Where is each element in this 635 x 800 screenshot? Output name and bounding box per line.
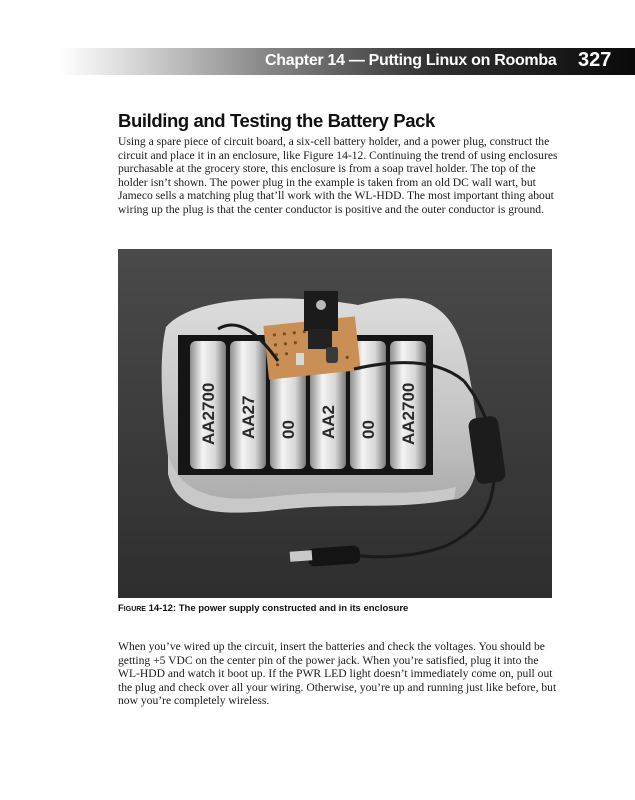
battery-pack-photo: [118, 249, 552, 598]
cell-label: 00: [279, 420, 298, 439]
intro-paragraph: Using a spare piece of circuit board, a six-cell battery holder, and a power plug, construct the circuit and place it in an enclosure, like Figure 14-12. Continuing the trend of using enclosures purchasable at the grocery store, this enclosure is from a soap travel holder. The top of the holder isn’t shown. The power plug in the example is taken from an old DC wall wart, but Jameco sells a matching plug that’ll work with the WL-HDD. The most important thing about wiring up the plug is that the center conductor is positive and the outer conductor is ground.: [118, 135, 558, 216]
figure-label: Figure 14-12:: [118, 603, 177, 614]
figure-photo: [118, 249, 552, 598]
cell-label: AA2700: [399, 382, 418, 445]
cell-label: AA2: [319, 404, 338, 439]
closing-paragraph: When you’ve wired up the circuit, insert the batteries and check the voltages. You should be getting +5 VDC on the center pin of the power jack. When you’re satisfied, plug it into the WL-HDD and watch it boot up. If the PWR LED light doesn’t immediately come on, pull out the plug and check over all your wiring. Otherwise, you’re up and running just like before, but now you’re completely wireless.: [118, 640, 557, 708]
cell-label: AA2700: [199, 382, 218, 445]
section-heading: Building and Testing the Battery Pack: [118, 110, 435, 131]
cell-label: AA27: [239, 395, 258, 439]
chapter-title: Chapter 14 — Putting Linux on Roomba: [265, 52, 557, 69]
figure-caption: [118, 603, 408, 614]
figure-caption-text: The power supply constructed and in its enclosure: [178, 603, 409, 614]
page-number: 327: [578, 49, 612, 71]
cell-label: 00: [359, 420, 378, 439]
